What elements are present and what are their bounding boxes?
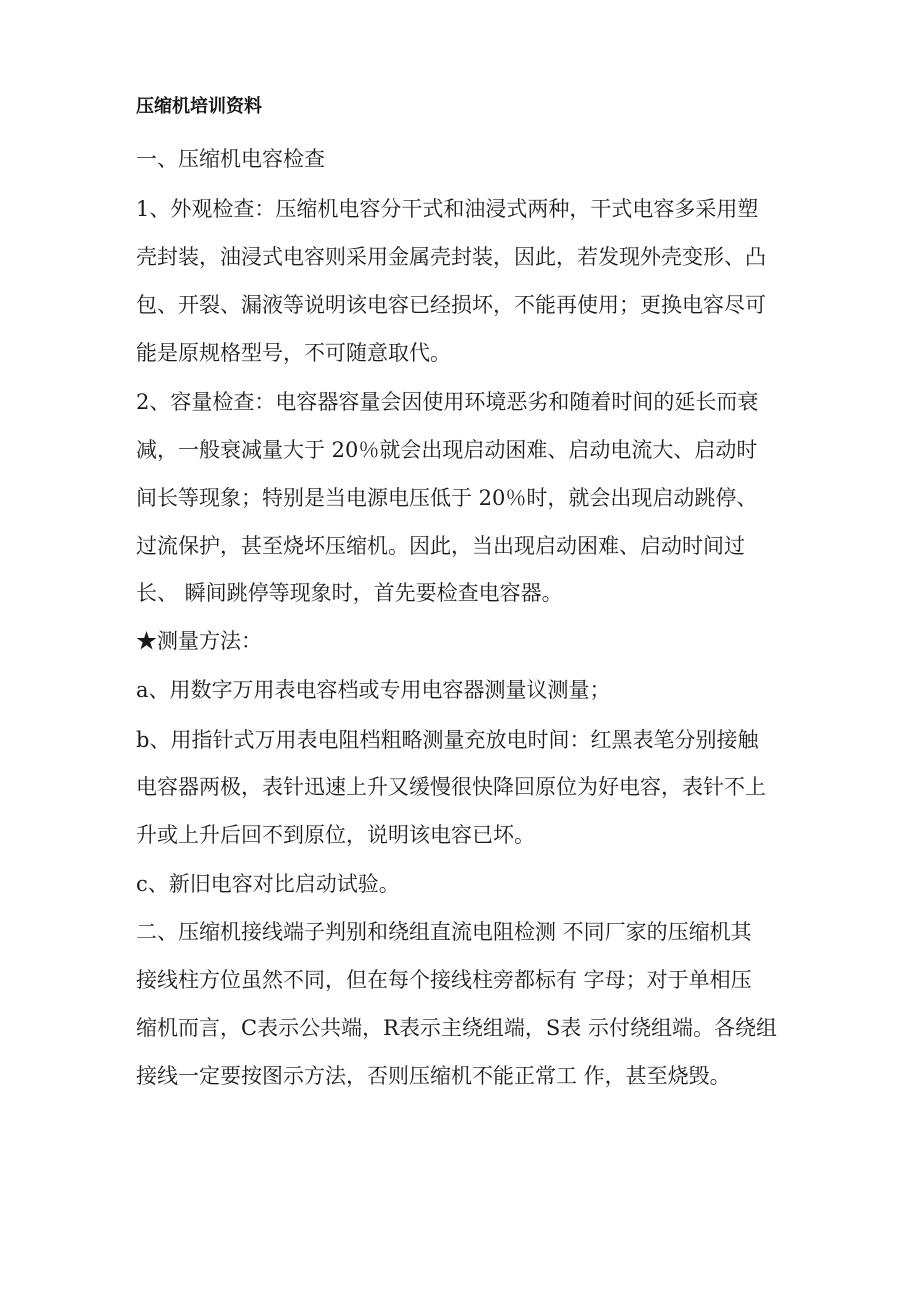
paragraph-line: 缩机而言，C表示公共端，R表示主绕组端，S表 示付绕组端。各绕组 <box>136 1016 777 1040</box>
paragraph-line: 间长等现象；特别是当电源电压低于 20％时，就会出现启动跳停、 <box>136 486 758 510</box>
list-item: a、用数字万用表电容档或专用电容器测量议测量； <box>136 678 611 702</box>
section-heading-2: 二、压缩机接线端子判别和绕组直流电阻检测 不同厂家的压缩机其 <box>136 920 752 944</box>
paragraph-line: 升或上升后回不到原位，说明该电容已坏。 <box>136 823 535 847</box>
method-heading: ★测量方法： <box>136 629 262 653</box>
paragraph-line: 接线柱方位虽然不同，但在每个接线柱旁都标有 字母；对于单相压 <box>136 968 752 992</box>
paragraph-line: 2、容量检查：电容器容量会因使用环境恶劣和随着时间的延长而衰 <box>136 390 759 414</box>
paragraph-line: 电容器两极，表针迅速上升又缓慢很快降回原位为好电容，表针不上 <box>136 775 766 799</box>
paragraph-line: 1、外观检查：压缩机电容分干式和油浸式两种，干式电容多采用塑 <box>136 197 759 221</box>
list-item: b、用指针式万用表电阻档粗略测量充放电时间：红黑表笔分别接触 <box>136 728 759 752</box>
paragraph-line: 长、 瞬间跳停等现象时，首先要检查电容器。 <box>136 581 563 605</box>
paragraph-line: 能是原规格型号，不可随意取代。 <box>136 341 451 365</box>
list-item: c、新旧电容对比启动试验。 <box>136 872 400 896</box>
document-title: 压缩机培训资料 <box>136 96 262 117</box>
paragraph-line: 减，一般衰减量大于 20％就会出现启动困难、启动电流大、启动时 <box>136 438 758 462</box>
paragraph-line: 包、开裂、漏液等说明该电容已经损坏，不能再使用；更换电容尽可 <box>136 293 766 317</box>
section-heading-1: 一、压缩机电容检查 <box>136 147 325 171</box>
paragraph-line: 接线一定要按图示方法，否则压缩机不能正常工 作，甚至烧毁。 <box>136 1064 731 1088</box>
paragraph-line: 过流保护，甚至烧坏压缩机。因此，当出现启动困难、启动时间过 <box>136 534 745 558</box>
paragraph-line: 壳封装，油浸式电容则采用金属壳封装，因此，若发现外壳变形、凸 <box>136 245 766 269</box>
